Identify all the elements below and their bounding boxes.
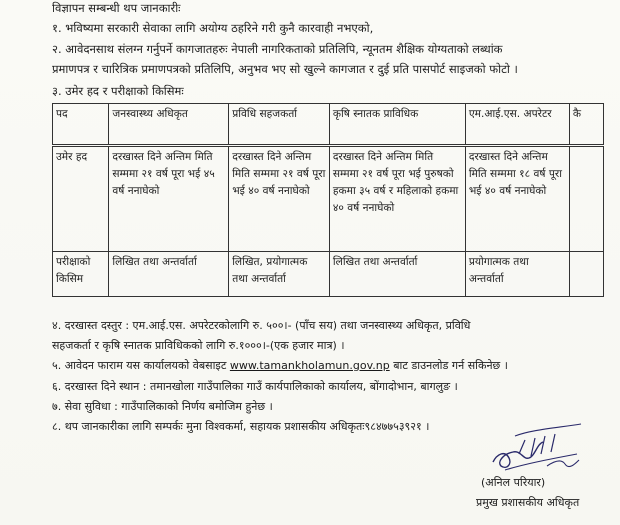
item-1: १. भविष्यमा सरकारी सेवाका लागि अयोग्य ठहरिने गरी कुनै कारवाही नभएको, bbox=[52, 21, 374, 35]
header-remarks: कै bbox=[569, 104, 603, 146]
exam-agriculture-technician: लिखित तथा अन्तर्वार्ता bbox=[329, 252, 465, 297]
item-5-prefix: ५. आवेदन फाराम यस कार्यालयको वेबसाइट bbox=[52, 359, 227, 372]
age-public-health-officer: दरखास्त दिने अन्तिम मिति सम्ममा २१ वर्ष पूरा भई ४५ वर्ष ननाघेको bbox=[109, 146, 229, 252]
item-4-line-1: ४. दरखास्त दस्तुर : एम.आई.एस. अपरेटरकोलागि रु. ५००।- (पाँच सय) तथा जनस्वास्थ्य अधिकृत, प्रविधि bbox=[52, 319, 471, 332]
item-4-line-2: सहजकर्ता र कृषि स्नातक प्राविधिकको लागि रु.१०००।-(एक हजार मात्र) । bbox=[52, 339, 345, 352]
handwritten-signature bbox=[485, 414, 585, 484]
item-2-line-2: प्रमाणपत्र र चारित्रिक प्रमाणपत्रको प्रतिलिपि, अनुभव भए सो खुल्ने कागजात र दुई प्रति पासपोर्ट साइजको फोटो । bbox=[52, 62, 518, 76]
header-public-health-officer: जनस्वास्थ्य अधिकृत bbox=[109, 104, 229, 146]
exam-technical-facilitator: लिखित, प्रयोगात्मक तथा अन्तर्वार्ता bbox=[229, 252, 330, 297]
table-row-age-limit bbox=[53, 146, 604, 252]
item-7: ७. सेवा सुविधा : गाउँपालिकाको निर्णय बमोजिम हुनेछ । bbox=[52, 400, 273, 413]
item-5-suffix: बाट डाउनलोड गर्न सकिनेछ । bbox=[393, 359, 508, 372]
item-2-line-1: २. आवेदनसाथ संलग्न गर्नुपर्ने कागजातहरुः नेपाली नागरिकताको प्रतिलिपि, न्यूनतम शैक्षिक योग्यताको लब्धांक bbox=[52, 42, 503, 56]
exam-remarks bbox=[569, 252, 603, 297]
header-post: पद bbox=[53, 104, 109, 146]
item-8: ८. थप जानकारीका लागि सम्पर्कः मुना विश्वकर्मा, सहायक प्रशासकीय अधिकृतः९८४७७५३९२१ । bbox=[52, 420, 430, 433]
item-6: ६. दरखास्त दिने स्थान : तमानखोला गाउँपालिका गाउँ कार्यपालिकाको कार्यालय, बोंगादोभान, बागलुङ । bbox=[52, 380, 458, 393]
row-label-exam-type: परीक्षाको किसिम bbox=[53, 252, 109, 297]
exam-public-health-officer: लिखित तथा अन्तर्वार्ता bbox=[109, 252, 229, 297]
item-3: ३. उमेर हद र परीक्षाको किसिमः bbox=[52, 84, 184, 98]
table-header-row bbox=[53, 104, 604, 146]
age-mis-operator: दरखास्त दिने अन्तिम मिति सम्ममा १८ वर्ष पूरा भई ४० वर्ष ननाघेको bbox=[465, 146, 569, 252]
age-remarks bbox=[569, 146, 603, 252]
header-mis-operator: एम.आई.एस. अपरेटर bbox=[465, 104, 569, 146]
exam-mis-operator: प्रयोगात्मक तथा अन्तर्वार्ता bbox=[465, 252, 569, 297]
table-row-exam-type bbox=[53, 252, 604, 297]
item-5 bbox=[52, 358, 508, 374]
row-label-age-limit: उमेर हद bbox=[53, 146, 109, 252]
age-agriculture-technician: दरखास्त दिने अन्तिम मिति सम्ममा २१ वर्ष पूरा भई पुरुषको हकमा ३५ वर्ष र महिलाको हकमा ४० वर्ष ननाघेको bbox=[329, 146, 465, 252]
age-technical-facilitator: दरखास्त दिने अन्तिम मिति सम्ममा २१ वर्ष पूरा भई ४० वर्ष ननाघेको bbox=[229, 146, 330, 252]
requirements-table bbox=[52, 103, 604, 297]
header-agriculture-technician: कृषि स्नातक प्राविधिक bbox=[329, 104, 465, 146]
website-link[interactable]: www.tamankholamun.gov.np bbox=[229, 359, 390, 372]
signatory-name: (अनिल परियार) bbox=[481, 476, 546, 489]
signatory-title: प्रमुख प्रशासकीय अधिकृत bbox=[476, 496, 580, 509]
section-heading: विज्ञापन सम्बन्धी थप जानकारीः bbox=[52, 1, 181, 15]
header-technical-facilitator: प्रविधि सहजकर्ता bbox=[229, 104, 330, 146]
